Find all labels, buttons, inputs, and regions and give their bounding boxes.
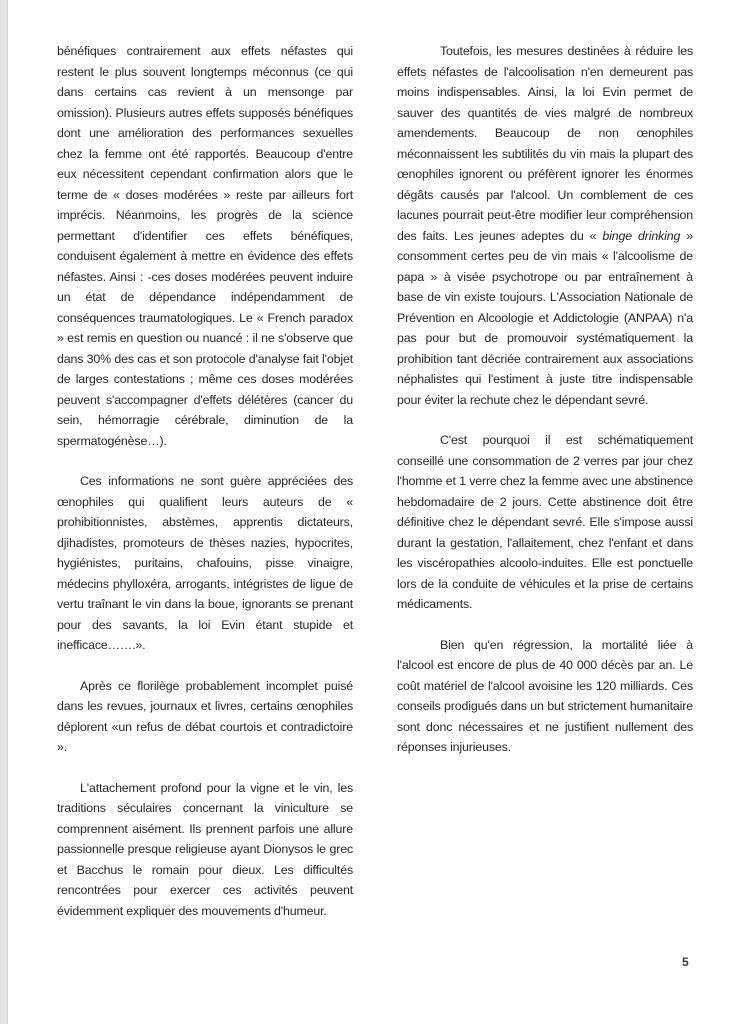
left-column [57,41,353,941]
page-number: 5 [682,955,689,969]
text-run: Toutefois, les mesures destinées à réduire les effets néfastes de l'alcoolisation n'en demeurent pas moins indispensables. Ainsi, la loi Evin permet de sauver des quantités de vies malgré de nombreux amendements. Beaucoup de non œnophiles méconnaissent les subtilités du vin mais la plupart des œnophiles ignorent ou préfèrent ignorer les énormes dégâts causés par l'alcool. Un comblement de ces lacunes pourrait peut-être modifier leur compréhension des faits. Les jeunes adeptes du « [397,44,693,243]
paragraph [397,41,693,410]
paragraph: L'attachement profond pour la vigne et le vin, les traditions séculaires concernant la viniculture se comprennent aisément. Ils prennent parfois une allure passionnelle presque religieuse ayant Dionysos le grec et Bacchus le romain pour dieux. Les difficultés rencontrées pour exercer ces activités peuvent évidemment expliquer des mouvements d'humeur. [57,780,353,918]
viewer-left-gutter [0,0,8,1024]
right-column [397,41,693,778]
paragraph: C'est pourquoi il est schématiquement conseillé une consommation de 2 verres par jour chez l'homme et 1 verre chez la femme avec une abstinence hebdomadaire de 2 jours. Cette abstinence doit être définitive chez le dépendant sevré. Elle s'impose aussi durant la gestation, l'allaitement, chez l'enfant et dans les viscéropathies alcoolo-induites. Elle est ponctuelle lors de la conduite de véhicules et la prise de certains médicaments. [397,433,693,611]
paragraph: Après ce florilège probablement incomplet puisé dans les revues, journaux et livres, certains œnophiles déplorent «un refus de débat courtois et contradictoire ». [57,678,353,754]
italic-term: binge drinking [602,228,681,243]
paragraph: Ces informations ne sont guère appréciées des œnophiles qui qualifient leurs auteurs de « prohibitionnistes, abstèmes, apprentis dictateurs, djihadistes, promoteurs de thèses nazies, hypocrites, hygiénistes, puritains, chafouins, pisse vinaigre, médecins phylloxéra, arrogants, intégristes de ligue de vertu traînant le vin dans la boue, ignorants se prenant pour des savants, la loi Evin étant stupide et inefficace…….». [57,474,353,652]
paragraph: bénéfiques contrairement aux effets néfastes qui restent le plus souvent longtemps méconnus (ce qui dans certains cas revient à un mensonge par omission). Plusieurs autres effets supposés bénéfiques dont une amélioration des performances sexuelles chez la femme ont été rapportés. Beaucoup d'entre eux nécessitent cependant confirmation alors que le terme de « doses modérées » reste par ailleurs fort imprécis. Néanmoins, les progrès de la science permettant d'identifier ces effets bénéfiques, conduisent également à mettre en évidence des effets néfastes. Ainsi : -ces doses modérées peuvent induire un état de dépendance indépendamment de conséquences traumatologiques. Le « French paradox » est remis en question ou nuancé : il ne s'observe que dans 30% des cas et son protocole d'analyse fait l'objet de larges contestations ; même ces doses modérées peuvent s'accompagner d'effets délétères (cancer du sein, hémorragie cérébrale, diminution de la spermatogénèse…). [57,44,353,448]
paragraph: Bien qu'en régression, la mortalité liée à l'alcool est encore de plus de 40 000 décès par an. Le coût matériel de l'alcool avoisine les 120 milliards. Ces conseils prodigués dans un but strictement humanitaire sont donc nécessaires et ne justifient nullement des réponses injurieuses. [397,637,693,754]
text-run: » consomment certes peu de vin mais « l'alcoolisme de papa » à visée psychotrope ou par entraînement à base de vin existe toujours. L'Association Nationale de Prévention en Alcoologie et Addictologie (ANPAA) n'a pas pour but de promouvoir systématiquement la prohibition tant décriée contrairement aux associations néphalistes qui l'estiment à juste titre indispensable pour éviter la rechute chez le dépendant sevré. [397,228,693,407]
